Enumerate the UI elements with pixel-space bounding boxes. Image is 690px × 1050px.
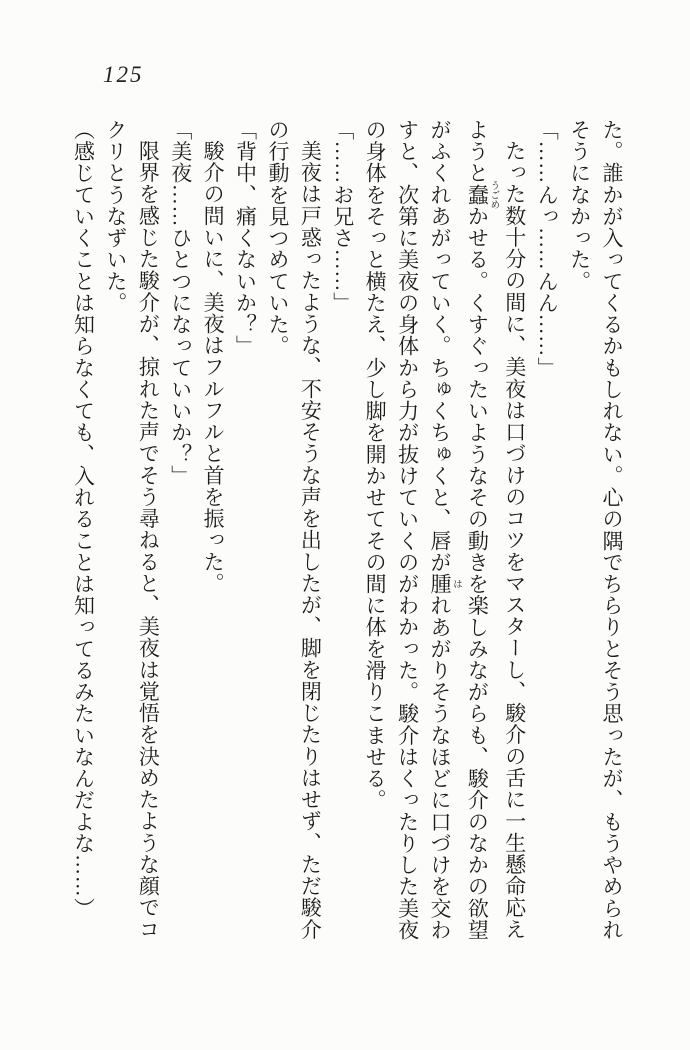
text-line: がふくれあがっていく。ちゅくちゅくと、唇が腫 はれあがりそうなほどに口づけを交わ [427, 119, 461, 941]
text-line: たった数十分の間に、美夜は口づけのコツをマスターし、駿介の舌に一生懸命応え [502, 140, 527, 940]
text-line: の行動を見つめていた。 [265, 119, 290, 357]
text-line: 「美夜……ひとつになっていいか？」 [168, 119, 193, 487]
text-line: 美夜は戸惑ったような、不安そうな声を出したが、脚を閉じたりはせず、ただ駿介 [298, 140, 323, 940]
text-line: ようと蠢 うごめかせる。くすぐったいようなその動きを楽しみながらも、駿介のなかの欲望 [465, 119, 499, 941]
text-line: の身体をそっと横たえ、少し脚を開かせてその間に体を滑りこませる。 [363, 119, 388, 811]
text-line: た。誰かが入ってくるかもしれない。心の隅でちらりとそう思ったが、もうやめられ [600, 119, 624, 941]
vertical-text-block [67, 119, 628, 947]
page-number: 125 [103, 62, 144, 87]
text-line: そうになかった。 [567, 119, 592, 292]
text-line: （感じていくことは知らなくても、入れることは知ってるみたいなんだよな……） [71, 119, 96, 919]
furigana-ruby: 腫 は [427, 573, 461, 595]
text-line: 「背中、痛くないか？」 [233, 119, 258, 357]
furigana-ruby: 蠢 うごめ [465, 180, 499, 209]
text-line: 駿介の問いに、美夜はフルフルと首を振った。 [201, 140, 226, 595]
text-line: すと、次第に美夜の身体から力が抜けていくのがわかった。駿介はくったりした美夜 [395, 119, 420, 941]
text-line: 「……お兄さ……」 [330, 119, 355, 314]
text-line: 「……んっ……んん……」 [535, 119, 560, 379]
text-line: クリとうなずいた。 [103, 119, 128, 314]
text-line: 限界を感じた駿介が、掠れた声でそう尋ねると、美夜は覚悟を決めたような顔でコ [136, 140, 161, 940]
